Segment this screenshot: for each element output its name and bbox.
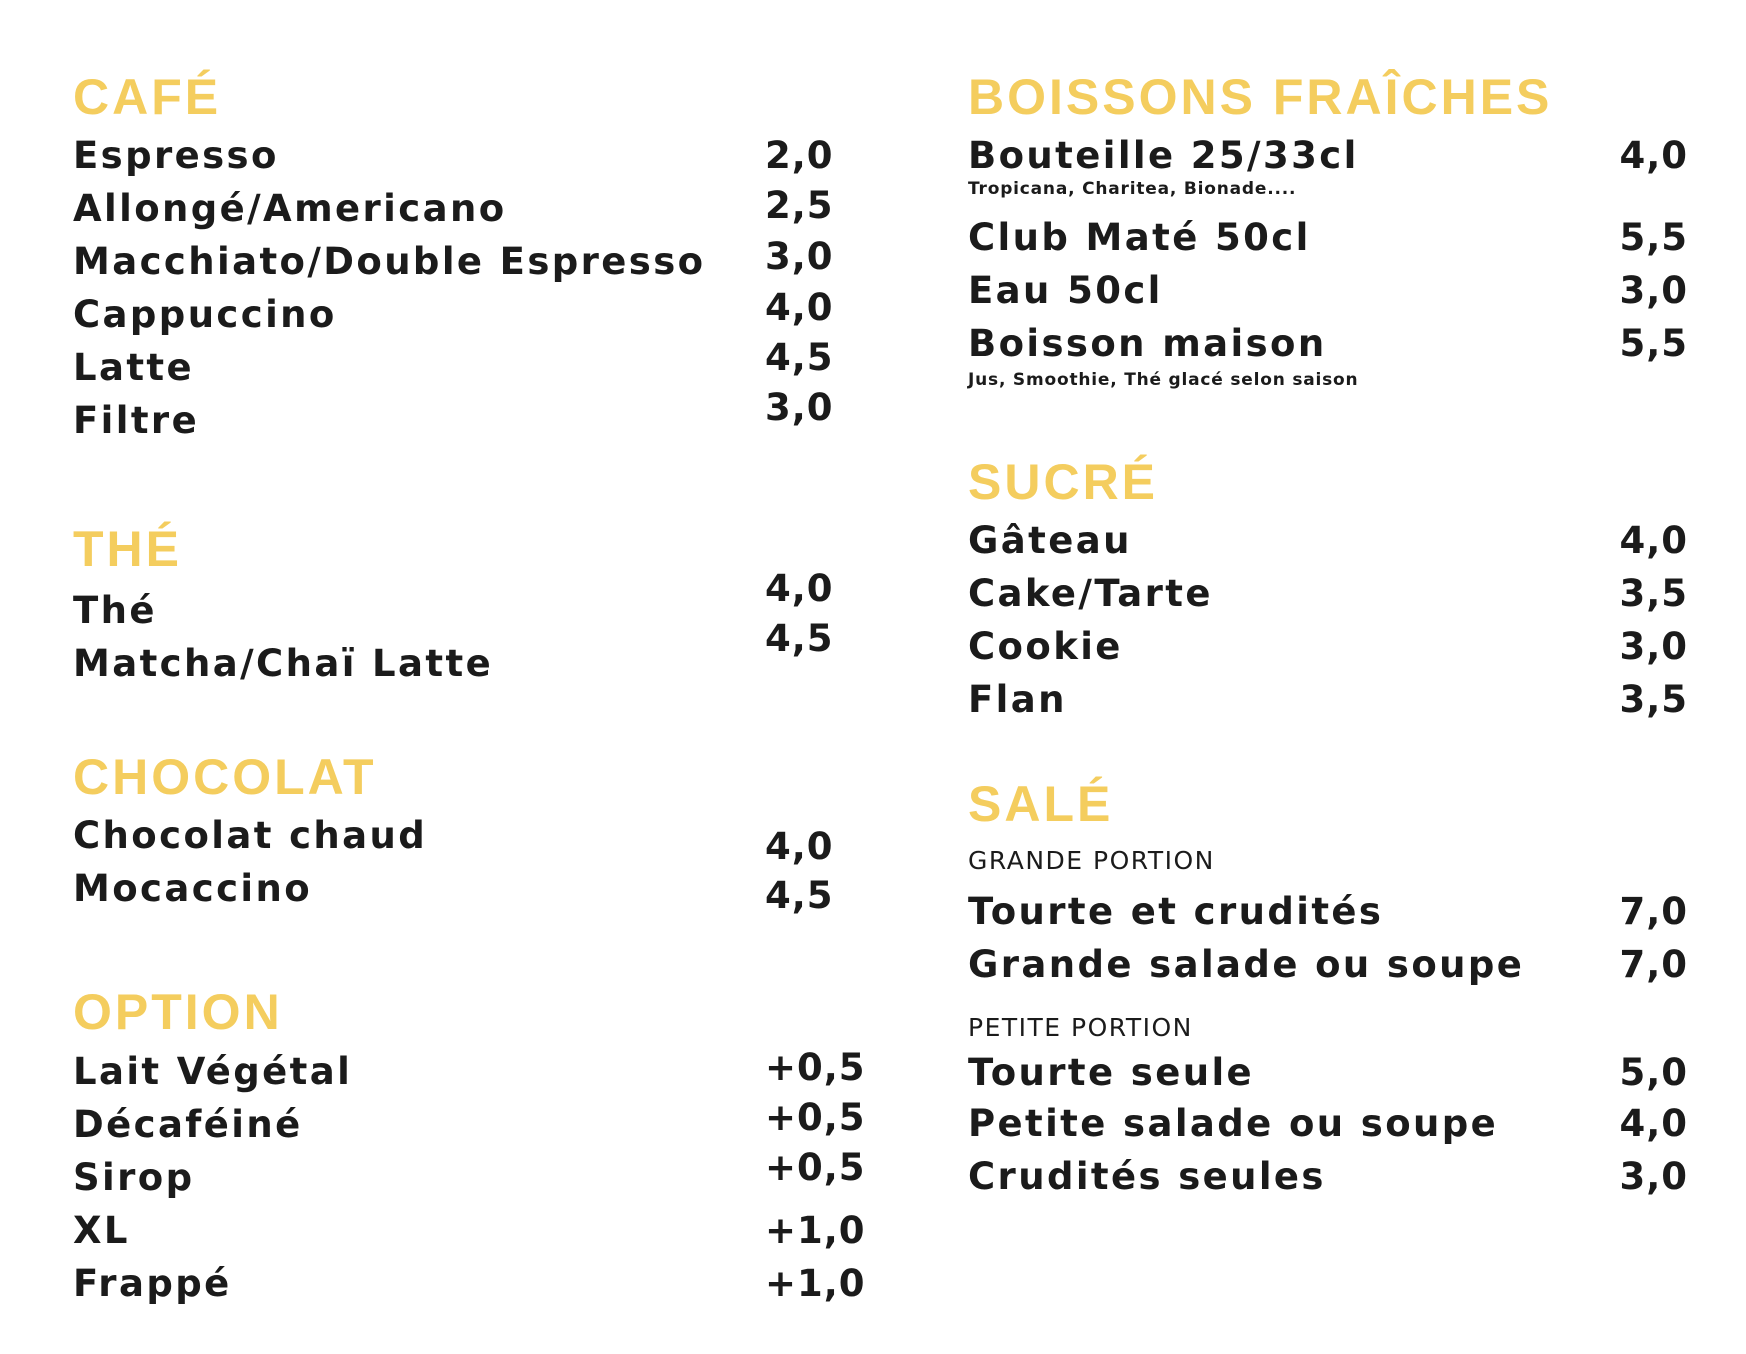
menu-item-price: 7,0 (1619, 890, 1688, 933)
menu-item-note: Tropicana, Charitea, Bionade.... (968, 179, 1297, 199)
menu-item-name: Espresso (73, 134, 279, 177)
section-title-sale: SALÉ (968, 776, 1114, 832)
menu-item-price: 3,5 (1619, 572, 1688, 615)
section-title-option: OPTION (73, 984, 283, 1040)
menu-item-name: Latte (73, 346, 195, 389)
menu-item-price: 4,0 (1619, 519, 1688, 562)
menu-item-name: Thé (73, 589, 157, 632)
menu-item-price: 2,0 (765, 134, 834, 177)
section-title-cafe: CAFÉ (73, 69, 222, 125)
menu-item-price: 3,0 (765, 235, 834, 278)
portion-label-grande: GRANDE PORTION (968, 846, 1215, 875)
menu-item-name: Filtre (73, 399, 200, 442)
menu-item-name: Club Maté 50cl (968, 216, 1311, 259)
menu-item-price: 5,5 (1619, 216, 1688, 259)
menu-item-name: Sirop (73, 1156, 195, 1199)
menu-item-name: Matcha/Chaï Latte (73, 642, 494, 685)
menu-item-price: +1,0 (765, 1209, 866, 1252)
menu-item-price: +1,0 (765, 1262, 866, 1305)
section-title-the: THÉ (73, 521, 182, 577)
menu-item-price: 5,0 (1619, 1051, 1688, 1094)
portion-label-petite: PETITE PORTION (968, 1013, 1193, 1042)
section-title-chocolat: CHOCOLAT (73, 749, 377, 805)
menu-item-name: Lait Végétal (73, 1050, 353, 1093)
menu-item-price: 4,5 (765, 336, 834, 379)
menu-item-name: Cappuccino (73, 293, 337, 336)
menu-item-price: 3,0 (765, 386, 834, 429)
menu-item-name: Petite salade ou soupe (968, 1102, 1499, 1145)
menu-item-name: Boisson maison (968, 322, 1327, 365)
menu-item-name: Eau 50cl (968, 269, 1163, 312)
menu-item-price: +0,5 (765, 1046, 866, 1089)
menu-item-price: 4,0 (1619, 134, 1688, 177)
menu-item-price: 4,5 (765, 617, 834, 660)
menu-item-name: Décaféiné (73, 1103, 303, 1146)
menu-item-price: 3,0 (1619, 625, 1688, 668)
menu-item-price: 4,0 (765, 286, 834, 329)
menu-item-name: Crudités seules (968, 1155, 1326, 1198)
section-title-sucre: SUCRÉ (968, 454, 1159, 510)
menu-item-name: Macchiato/Double Espresso (73, 240, 706, 283)
menu-item-name: Mocaccino (73, 867, 313, 910)
menu-item-note: Jus, Smoothie, Thé glacé selon saison (968, 370, 1359, 390)
menu-item-price: +0,5 (765, 1096, 866, 1139)
menu-item-name: XL (73, 1209, 130, 1252)
menu-item-price: 5,5 (1619, 322, 1688, 365)
menu-item-name: Flan (968, 678, 1067, 721)
menu-item-price: 4,0 (765, 567, 834, 610)
menu-item-name: Cake/Tarte (968, 572, 1213, 615)
menu-item-name: Frappé (73, 1262, 232, 1305)
menu-item-price: 4,0 (1619, 1102, 1688, 1145)
menu-item-price: 3,5 (1619, 678, 1688, 721)
menu-item-price: 3,0 (1619, 1155, 1688, 1198)
menu-item-price: 4,5 (765, 874, 834, 917)
menu-item-price: 3,0 (1619, 269, 1688, 312)
menu-item-price: +0,5 (765, 1146, 866, 1189)
menu-item-name: Allongé/Americano (73, 187, 507, 230)
menu-item-name: Tourte seule (968, 1051, 1255, 1094)
menu-item-price: 7,0 (1619, 943, 1688, 986)
menu-item-name: Tourte et crudités (968, 890, 1384, 933)
menu-item-name: Gâteau (968, 519, 1132, 562)
menu-item-price: 2,5 (765, 184, 834, 227)
menu-item-name: Cookie (968, 625, 1123, 668)
menu-item-name: Chocolat chaud (73, 814, 428, 857)
menu-item-price: 4,0 (765, 825, 834, 868)
section-title-boissons: BOISSONS FRAÎCHES (968, 69, 1553, 125)
menu-item-name: Bouteille 25/33cl (968, 134, 1359, 177)
menu-item-name: Grande salade ou soupe (968, 943, 1525, 986)
